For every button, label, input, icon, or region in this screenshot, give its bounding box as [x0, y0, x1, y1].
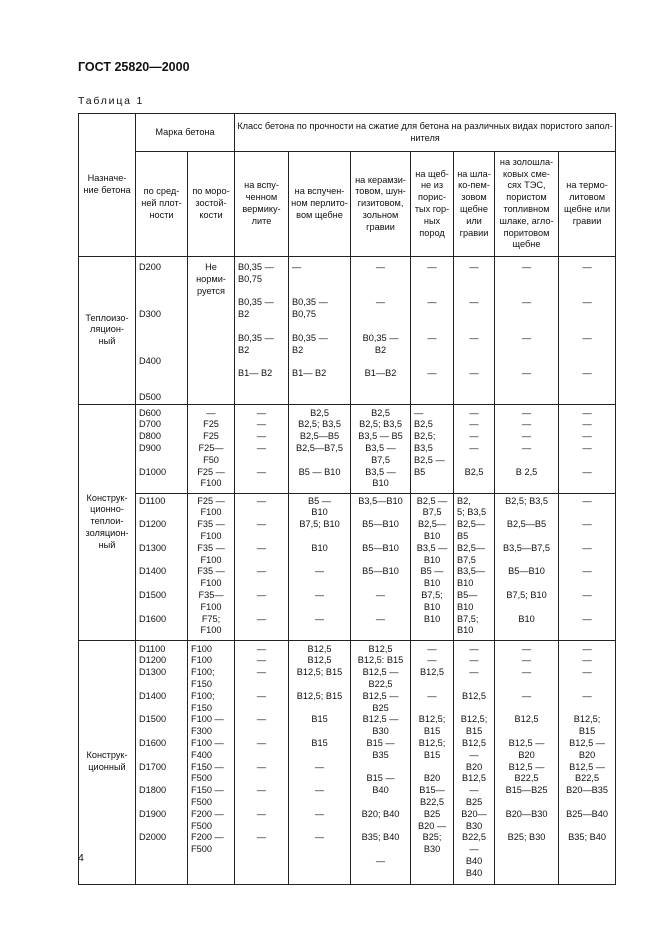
- value-cell: В2,5; В3,5 В2,5—В5 В3,5—В7,5 В5—В10 В7,5; В10 В10: [495, 493, 559, 640]
- value-cell: — В0,35 — В0,75 В0,35 — В2 В1— В2: [289, 257, 351, 405]
- table-row: [79, 404, 616, 493]
- value-cell: — — — — В 2,5: [495, 404, 559, 493]
- frost-cell: F25 — F100 F35 — F100 F35 — F100 F35 — F100 F35— F100 F75; F100: [188, 493, 235, 640]
- table-row: [79, 493, 616, 640]
- value-cell: — В2,5 В2,5; В3,5 В2,5 — В5: [411, 404, 454, 493]
- value-cell: — — — — В12,5; В15 В12,5 — В20 В12,5 — В22,5 В20—В35 В25—В40 В35; В40: [559, 640, 616, 884]
- value-cell: — — В0,35 — В2 В1—В2: [351, 257, 411, 405]
- density-cell: D1100 D1200 D1300 D1400 D1500 D1600: [136, 493, 188, 640]
- header-vermiculite: на вспу- ченном вермику- лите: [235, 152, 289, 257]
- value-cell: — — — —: [559, 257, 616, 405]
- header-porous-rock: на щеб- не из порис- тых гор- ных пород: [411, 152, 454, 257]
- value-cell: В12,5 В12,5 В12,5; В15 В12,5; В15 В15 В15 — — — —: [289, 640, 351, 884]
- value-cell: — — В12,5 — В12,5; В15 В12,5; В15 В20 В15— В22,5 В25 В20 — В25; В30: [411, 640, 454, 884]
- header-perlite: на вспучен- ном перлито- вом щебне: [289, 152, 351, 257]
- value-cell: — — — — — — — — — —: [235, 640, 289, 884]
- value-cell: — — — — В2,5: [454, 404, 495, 493]
- density-cell: D600 D700 D800 D900 D1000: [136, 404, 188, 493]
- purpose-cell: Конструк- ционно- теплои- золяцион- ный: [79, 404, 136, 640]
- value-cell: — — — —: [495, 257, 559, 405]
- value-cell: В0,35 — В0,75 В0,35 — В2 В0,35 — В2 В1— В2: [235, 257, 289, 405]
- table-row: [79, 640, 616, 884]
- value-cell: В5 — В10 В7,5; В10 В10 — — —: [289, 493, 351, 640]
- value-cell: — — — —: [411, 257, 454, 405]
- value-cell: — — — — В12,5 В12,5 — В20 В12,5 — В22,5 В15—В25 В20—В30 В25; В30: [495, 640, 559, 884]
- value-cell: — — — — —: [559, 404, 616, 493]
- value-cell: — — — — — —: [235, 493, 289, 640]
- value-cell: В2, 5; В3,5 В2,5— В5 В2,5— В7,5 В3,5— В10 В5— В10 В7,5; В10: [454, 493, 495, 640]
- header-ash-slag: на золошла- ковых сме- сях ТЭС, пористом топливном шлаке, агло- поритовом щебне: [495, 152, 559, 257]
- frost-cell: — F25 F25 F25— F50 F25 — F100: [188, 404, 235, 493]
- header-grade: Марка бетона: [136, 114, 235, 152]
- value-cell: В12,5 В12,5: В15 В12,5 — В22,5 В12,5 — В25 В12,5 — В30 В15 — В35 В15 — В40 В20; В40 В35; В40 —: [351, 640, 411, 884]
- value-cell: — — — — —: [235, 404, 289, 493]
- value-cell: — — — — — —: [559, 493, 616, 640]
- density-cell: D200 D300 D400 D500: [136, 257, 188, 405]
- header-claydite: на керамзи- товом, шун- гизитовом, зольном гравии: [351, 152, 411, 257]
- value-cell: В3,5—В10 В5—В10 В5—В10 В5—В10 — —: [351, 493, 411, 640]
- header-density: по сред- ней плот- ности: [136, 152, 188, 257]
- value-cell: В2,5 — В7,5 В2,5— В10 В3,5 — В10 В5 — В10 В7,5; В10 В10: [411, 493, 454, 640]
- table-row: [79, 257, 616, 405]
- table-caption: Таблица 1: [78, 95, 145, 107]
- frost-cell: F100 F100 F100; F150 F100; F150 F100 — F300 F100 — F400 F150 — F500 F150 — F500 F200 — F500 F200 — F500: [188, 640, 235, 884]
- page-number: 4: [78, 852, 84, 864]
- value-cell: — — — —: [454, 257, 495, 405]
- header-frost: по моро- зостой- кости: [188, 152, 235, 257]
- header-purpose: Назначе- ние бетона: [79, 114, 136, 257]
- value-cell: — — — В12,5 В12,5; В15 В12,5 — В20 В12,5 — В25 В20— В30 В22,5 — В40 В40: [454, 640, 495, 884]
- document-code: ГОСТ 25820—2000: [78, 60, 190, 74]
- purpose-cell: Теплоизо- ляцион- ный: [79, 257, 136, 405]
- frost-cell: Не норми- руется: [188, 257, 235, 405]
- value-cell: В2,5 В2,5; В3,5 В3,5 — В5 В3,5 — В7,5 В3,5 — В10: [351, 404, 411, 493]
- header-class-group: Класс бетона по прочности на сжатие для бетона на различных видах пористого запол- нителя: [235, 114, 616, 152]
- header-slag-pumice: на шла- ко-пем- зовом щебне или гравии: [454, 152, 495, 257]
- concrete-class-table: [78, 113, 616, 885]
- density-cell: D1100 D1200 D1300 D1400 D1500 D1600 D1700 D1800 D1900 D2000: [136, 640, 188, 884]
- header-thermolite: на термо- литовом щебне или гравии: [559, 152, 616, 257]
- value-cell: В2,5 В2,5; В3,5 В2,5—В5 В2,5—В7,5 В5 — В10: [289, 404, 351, 493]
- purpose-cell: Конструк- ционный: [79, 640, 136, 884]
